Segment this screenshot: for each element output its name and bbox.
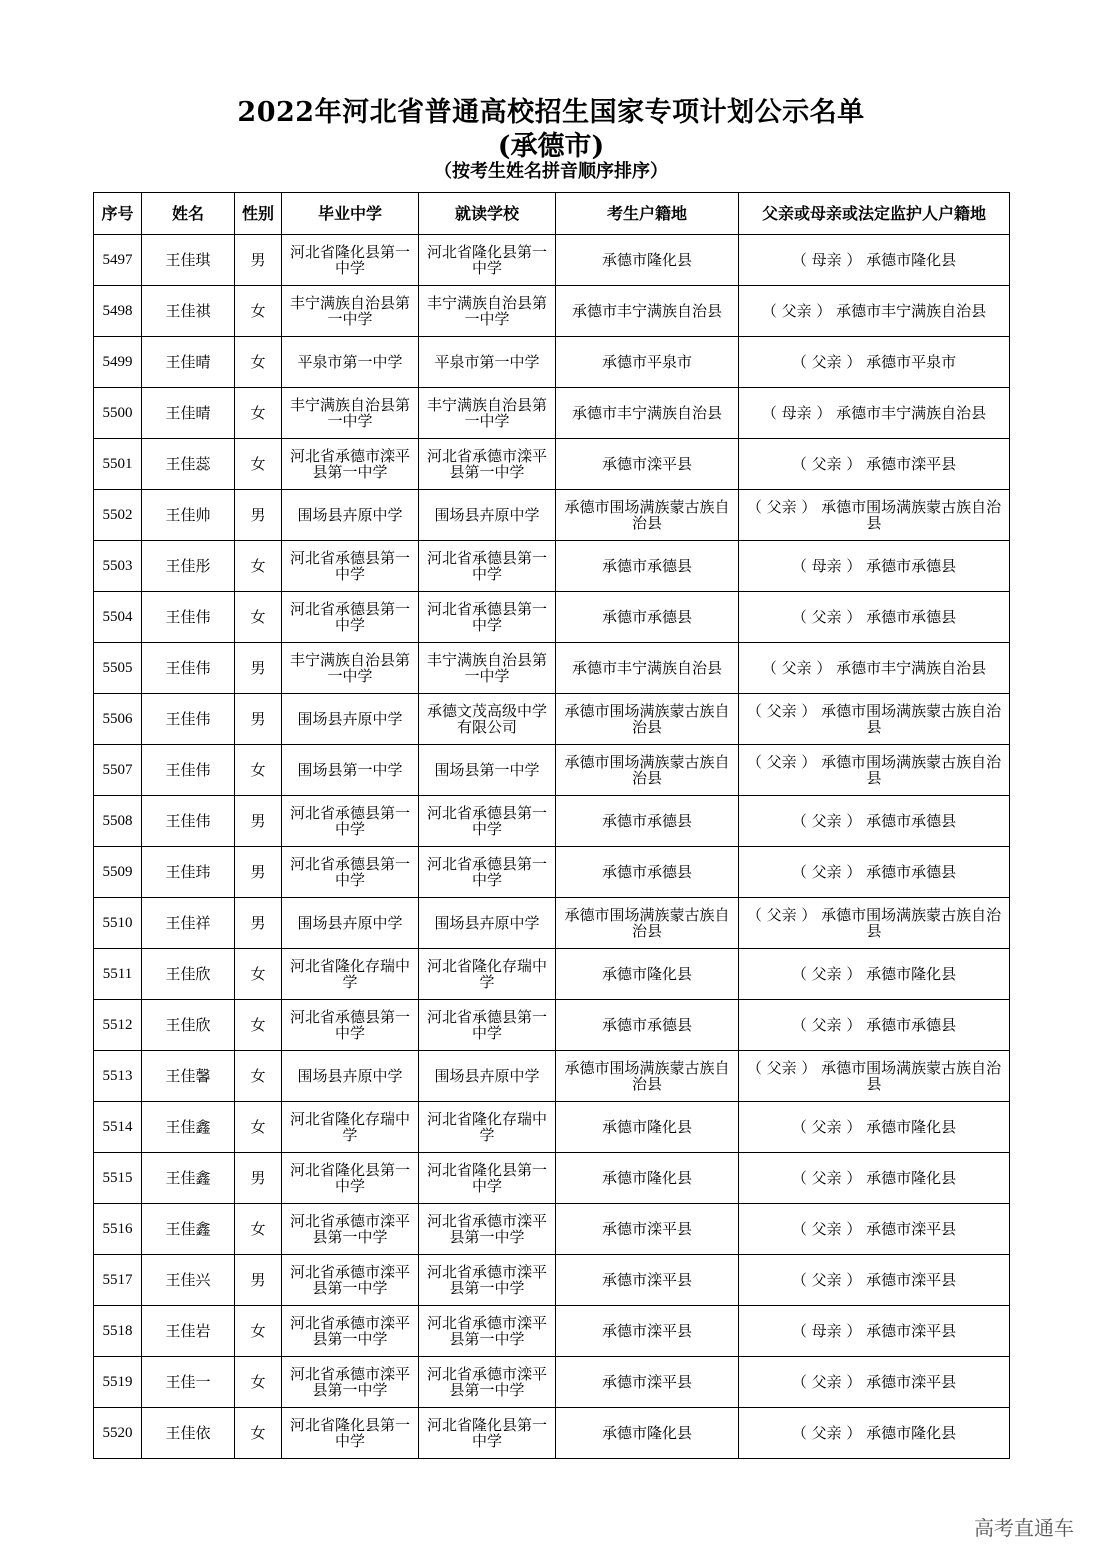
cell-current-school: 河北省隆化存瑞中学 [419, 949, 556, 1000]
table-row [94, 898, 1010, 949]
cell-gender: 女 [235, 337, 282, 388]
cell-current-school: 丰宁满族自治县第一中学 [419, 388, 556, 439]
cell-name: 王佳鑫 [142, 1153, 235, 1204]
table-row [94, 1051, 1010, 1102]
cell-household-registration: 承德市围场满族蒙古族自治县 [556, 490, 739, 541]
cell-household-registration: 承德市承德县 [556, 541, 739, 592]
cell-current-school: 丰宁满族自治县第一中学 [419, 643, 556, 694]
cell-household-registration: 承德市丰宁满族自治县 [556, 388, 739, 439]
cell-index: 5520 [94, 1408, 142, 1459]
table-row [94, 286, 1010, 337]
cell-current-school: 河北省承德市滦平县第一中学 [419, 1306, 556, 1357]
cell-guardian-registration: （ 父亲 ） 承德市围场满族蒙古族自治县 [739, 490, 1010, 541]
table-row [94, 1102, 1010, 1153]
table-row [94, 1255, 1010, 1306]
table-row [94, 1000, 1010, 1051]
cell-graduated-school: 河北省承德市滦平县第一中学 [282, 1255, 419, 1306]
cell-household-registration: 承德市围场满族蒙古族自治县 [556, 745, 739, 796]
cell-name: 王佳祺 [142, 286, 235, 337]
cell-index: 5500 [94, 388, 142, 439]
cell-graduated-school: 河北省承德县第一中学 [282, 541, 419, 592]
cell-name: 王佳岩 [142, 1306, 235, 1357]
cell-graduated-school: 围场县卉原中学 [282, 694, 419, 745]
cell-guardian-registration: （ 父亲 ） 承德市隆化县 [739, 949, 1010, 1000]
cell-guardian-registration: （ 母亲 ） 承德市承德县 [739, 541, 1010, 592]
cell-current-school: 河北省隆化县第一中学 [419, 1153, 556, 1204]
cell-current-school: 河北省承德市滦平县第一中学 [419, 1255, 556, 1306]
sort-note: （按考生姓名拼音顺序排序） [434, 161, 668, 182]
cell-gender: 女 [235, 1408, 282, 1459]
cell-gender: 男 [235, 643, 282, 694]
table-body [94, 235, 1010, 1459]
table-row [94, 235, 1010, 286]
column-header-index: 序号 [94, 193, 142, 235]
cell-gender: 女 [235, 1000, 282, 1051]
cell-guardian-registration: （ 父亲 ） 承德市滦平县 [739, 1255, 1010, 1306]
cell-current-school: 围场县卉原中学 [419, 898, 556, 949]
cell-guardian-registration: （ 父亲 ） 承德市隆化县 [739, 1408, 1010, 1459]
column-header-current-school: 就读学校 [419, 193, 556, 235]
cell-gender: 女 [235, 541, 282, 592]
column-header-household-registration: 考生户籍地 [556, 193, 739, 235]
cell-household-registration: 承德市滦平县 [556, 439, 739, 490]
cell-household-registration: 承德市承德县 [556, 847, 739, 898]
table-row [94, 1408, 1010, 1459]
cell-household-registration: 承德市平泉市 [556, 337, 739, 388]
cell-guardian-registration: （ 父亲 ） 承德市滦平县 [739, 439, 1010, 490]
cell-household-registration: 承德市滦平县 [556, 1306, 739, 1357]
cell-guardian-registration: （ 父亲 ） 承德市隆化县 [739, 1153, 1010, 1204]
cell-current-school: 河北省承德县第一中学 [419, 796, 556, 847]
cell-graduated-school: 河北省承德县第一中学 [282, 1000, 419, 1051]
cell-household-registration: 承德市围场满族蒙古族自治县 [556, 898, 739, 949]
cell-graduated-school: 围场县卉原中学 [282, 490, 419, 541]
cell-name: 王佳晴 [142, 337, 235, 388]
cell-index: 5519 [94, 1357, 142, 1408]
cell-household-registration: 承德市隆化县 [556, 949, 739, 1000]
cell-graduated-school: 河北省承德市滦平县第一中学 [282, 1306, 419, 1357]
cell-graduated-school: 河北省承德县第一中学 [282, 847, 419, 898]
cell-graduated-school: 围场县卉原中学 [282, 1051, 419, 1102]
cell-household-registration: 承德市滦平县 [556, 1357, 739, 1408]
cell-index: 5513 [94, 1051, 142, 1102]
cell-current-school: 河北省承德市滦平县第一中学 [419, 1357, 556, 1408]
cell-index: 5503 [94, 541, 142, 592]
table-row [94, 1357, 1010, 1408]
cell-guardian-registration: （ 父亲 ） 承德市承德县 [739, 592, 1010, 643]
cell-name: 王佳欣 [142, 1000, 235, 1051]
cell-current-school: 河北省承德县第一中学 [419, 541, 556, 592]
cell-gender: 女 [235, 439, 282, 490]
table-row [94, 796, 1010, 847]
cell-gender: 女 [235, 1051, 282, 1102]
cell-name: 王佳一 [142, 1357, 235, 1408]
cell-household-registration: 承德市隆化县 [556, 1153, 739, 1204]
cell-graduated-school: 围场县第一中学 [282, 745, 419, 796]
cell-household-registration: 承德市隆化县 [556, 1102, 739, 1153]
page-title: 2022年河北省普通高校招生国家专项计划公示名单 [237, 97, 865, 128]
cell-guardian-registration: （ 父亲 ） 承德市滦平县 [739, 1204, 1010, 1255]
cell-gender: 男 [235, 490, 282, 541]
page-subtitle: (承德市) [497, 131, 605, 162]
cell-household-registration: 承德市滦平县 [556, 1204, 739, 1255]
cell-gender: 男 [235, 898, 282, 949]
cell-name: 王佳伟 [142, 694, 235, 745]
cell-gender: 女 [235, 1102, 282, 1153]
roster-table [93, 192, 1010, 1459]
cell-index: 5499 [94, 337, 142, 388]
cell-index: 5507 [94, 745, 142, 796]
cell-current-school: 河北省隆化县第一中学 [419, 1408, 556, 1459]
cell-index: 5504 [94, 592, 142, 643]
cell-current-school: 围场县卉原中学 [419, 490, 556, 541]
cell-household-registration: 承德市隆化县 [556, 235, 739, 286]
cell-guardian-registration: （ 母亲 ） 承德市丰宁满族自治县 [739, 388, 1010, 439]
cell-graduated-school: 河北省隆化县第一中学 [282, 1408, 419, 1459]
cell-name: 王佳玮 [142, 847, 235, 898]
cell-name: 王佳琪 [142, 235, 235, 286]
cell-guardian-registration: （ 父亲 ） 承德市围场满族蒙古族自治县 [739, 1051, 1010, 1102]
cell-gender: 女 [235, 286, 282, 337]
cell-guardian-registration: （ 父亲 ） 承德市丰宁满族自治县 [739, 643, 1010, 694]
cell-household-registration: 承德市滦平县 [556, 1255, 739, 1306]
cell-name: 王佳晴 [142, 388, 235, 439]
table-row [94, 337, 1010, 388]
cell-index: 5517 [94, 1255, 142, 1306]
cell-guardian-registration: （ 父亲 ） 承德市承德县 [739, 796, 1010, 847]
cell-current-school: 河北省承德县第一中学 [419, 847, 556, 898]
cell-current-school: 河北省承德市滦平县第一中学 [419, 1204, 556, 1255]
cell-guardian-registration: （ 父亲 ） 承德市承德县 [739, 847, 1010, 898]
cell-gender: 女 [235, 1357, 282, 1408]
cell-graduated-school: 河北省隆化存瑞中学 [282, 1102, 419, 1153]
table-row [94, 592, 1010, 643]
cell-index: 5518 [94, 1306, 142, 1357]
cell-index: 5509 [94, 847, 142, 898]
table-row [94, 694, 1010, 745]
cell-guardian-registration: （ 父亲 ） 承德市平泉市 [739, 337, 1010, 388]
cell-graduated-school: 平泉市第一中学 [282, 337, 419, 388]
cell-index: 5515 [94, 1153, 142, 1204]
cell-index: 5498 [94, 286, 142, 337]
table-row [94, 745, 1010, 796]
table-row [94, 1204, 1010, 1255]
table-row [94, 439, 1010, 490]
cell-guardian-registration: （ 父亲 ） 承德市围场满族蒙古族自治县 [739, 898, 1010, 949]
cell-gender: 男 [235, 796, 282, 847]
cell-gender: 男 [235, 1153, 282, 1204]
table-header-row [94, 193, 1010, 235]
cell-graduated-school: 河北省承德市滦平县第一中学 [282, 1204, 419, 1255]
cell-gender: 男 [235, 847, 282, 898]
cell-household-registration: 承德市承德县 [556, 1000, 739, 1051]
cell-name: 王佳鑫 [142, 1102, 235, 1153]
table-row [94, 490, 1010, 541]
cell-guardian-registration: （ 父亲 ） 承德市承德县 [739, 1000, 1010, 1051]
cell-gender: 男 [235, 1255, 282, 1306]
cell-graduated-school: 围场县卉原中学 [282, 898, 419, 949]
cell-household-registration: 承德市丰宁满族自治县 [556, 643, 739, 694]
watermark: 高考直通车 [974, 1516, 1074, 1540]
cell-index: 5497 [94, 235, 142, 286]
cell-gender: 女 [235, 1204, 282, 1255]
cell-current-school: 承德文茂高级中学有限公司 [419, 694, 556, 745]
cell-graduated-school: 河北省隆化县第一中学 [282, 235, 419, 286]
cell-name: 王佳依 [142, 1408, 235, 1459]
cell-graduated-school: 河北省隆化县第一中学 [282, 1153, 419, 1204]
cell-current-school: 河北省隆化县第一中学 [419, 235, 556, 286]
cell-gender: 女 [235, 949, 282, 1000]
cell-guardian-registration: （ 父亲 ） 承德市围场满族蒙古族自治县 [739, 745, 1010, 796]
cell-gender: 男 [235, 235, 282, 286]
cell-household-registration: 承德市围场满族蒙古族自治县 [556, 694, 739, 745]
cell-name: 王佳伟 [142, 592, 235, 643]
cell-gender: 女 [235, 1306, 282, 1357]
cell-index: 5501 [94, 439, 142, 490]
table-row [94, 1306, 1010, 1357]
cell-graduated-school: 河北省承德县第一中学 [282, 796, 419, 847]
cell-guardian-registration: （ 父亲 ） 承德市隆化县 [739, 1102, 1010, 1153]
cell-gender: 女 [235, 745, 282, 796]
cell-household-registration: 承德市围场满族蒙古族自治县 [556, 1051, 739, 1102]
table-row [94, 388, 1010, 439]
cell-graduated-school: 河北省承德县第一中学 [282, 592, 419, 643]
cell-guardian-registration: （ 父亲 ） 承德市滦平县 [739, 1357, 1010, 1408]
cell-guardian-registration: （ 父亲 ） 承德市丰宁满族自治县 [739, 286, 1010, 337]
table-row [94, 541, 1010, 592]
cell-current-school: 围场县卉原中学 [419, 1051, 556, 1102]
cell-gender: 女 [235, 592, 282, 643]
cell-name: 王佳兴 [142, 1255, 235, 1306]
cell-graduated-school: 丰宁满族自治县第一中学 [282, 286, 419, 337]
column-header-gender: 性别 [235, 193, 282, 235]
cell-household-registration: 承德市承德县 [556, 592, 739, 643]
cell-current-school: 平泉市第一中学 [419, 337, 556, 388]
cell-index: 5516 [94, 1204, 142, 1255]
cell-name: 王佳伟 [142, 796, 235, 847]
column-header-name: 姓名 [142, 193, 235, 235]
cell-name: 王佳祥 [142, 898, 235, 949]
cell-current-school: 河北省承德县第一中学 [419, 592, 556, 643]
cell-name: 王佳帅 [142, 490, 235, 541]
cell-graduated-school: 河北省隆化存瑞中学 [282, 949, 419, 1000]
cell-current-school: 河北省承德市滦平县第一中学 [419, 439, 556, 490]
cell-graduated-school: 河北省承德市滦平县第一中学 [282, 1357, 419, 1408]
cell-index: 5508 [94, 796, 142, 847]
cell-name: 王佳鑫 [142, 1204, 235, 1255]
cell-gender: 男 [235, 694, 282, 745]
table-row [94, 1153, 1010, 1204]
cell-index: 5512 [94, 1000, 142, 1051]
cell-index: 5511 [94, 949, 142, 1000]
table-row [94, 643, 1010, 694]
column-header-guardian-registration: 父亲或母亲或法定监护人户籍地 [739, 193, 1010, 235]
table-row [94, 949, 1010, 1000]
cell-name: 王佳伟 [142, 745, 235, 796]
column-header-graduated-school: 毕业中学 [282, 193, 419, 235]
cell-index: 5502 [94, 490, 142, 541]
table-row [94, 847, 1010, 898]
cell-name: 王佳彤 [142, 541, 235, 592]
cell-household-registration: 承德市隆化县 [556, 1408, 739, 1459]
cell-gender: 女 [235, 388, 282, 439]
cell-index: 5505 [94, 643, 142, 694]
cell-guardian-registration: （ 母亲 ） 承德市滦平县 [739, 1306, 1010, 1357]
cell-graduated-school: 丰宁满族自治县第一中学 [282, 643, 419, 694]
cell-index: 5514 [94, 1102, 142, 1153]
cell-name: 王佳伟 [142, 643, 235, 694]
cell-current-school: 河北省隆化存瑞中学 [419, 1102, 556, 1153]
cell-graduated-school: 河北省承德市滦平县第一中学 [282, 439, 419, 490]
cell-name: 王佳欣 [142, 949, 235, 1000]
cell-guardian-registration: （ 父亲 ） 承德市围场满族蒙古族自治县 [739, 694, 1010, 745]
cell-index: 5510 [94, 898, 142, 949]
cell-current-school: 围场县第一中学 [419, 745, 556, 796]
cell-index: 5506 [94, 694, 142, 745]
cell-household-registration: 承德市承德县 [556, 796, 739, 847]
cell-guardian-registration: （ 母亲 ） 承德市隆化县 [739, 235, 1010, 286]
cell-household-registration: 承德市丰宁满族自治县 [556, 286, 739, 337]
cell-current-school: 河北省承德县第一中学 [419, 1000, 556, 1051]
cell-name: 王佳蕊 [142, 439, 235, 490]
cell-current-school: 丰宁满族自治县第一中学 [419, 286, 556, 337]
cell-name: 王佳馨 [142, 1051, 235, 1102]
cell-graduated-school: 丰宁满族自治县第一中学 [282, 388, 419, 439]
